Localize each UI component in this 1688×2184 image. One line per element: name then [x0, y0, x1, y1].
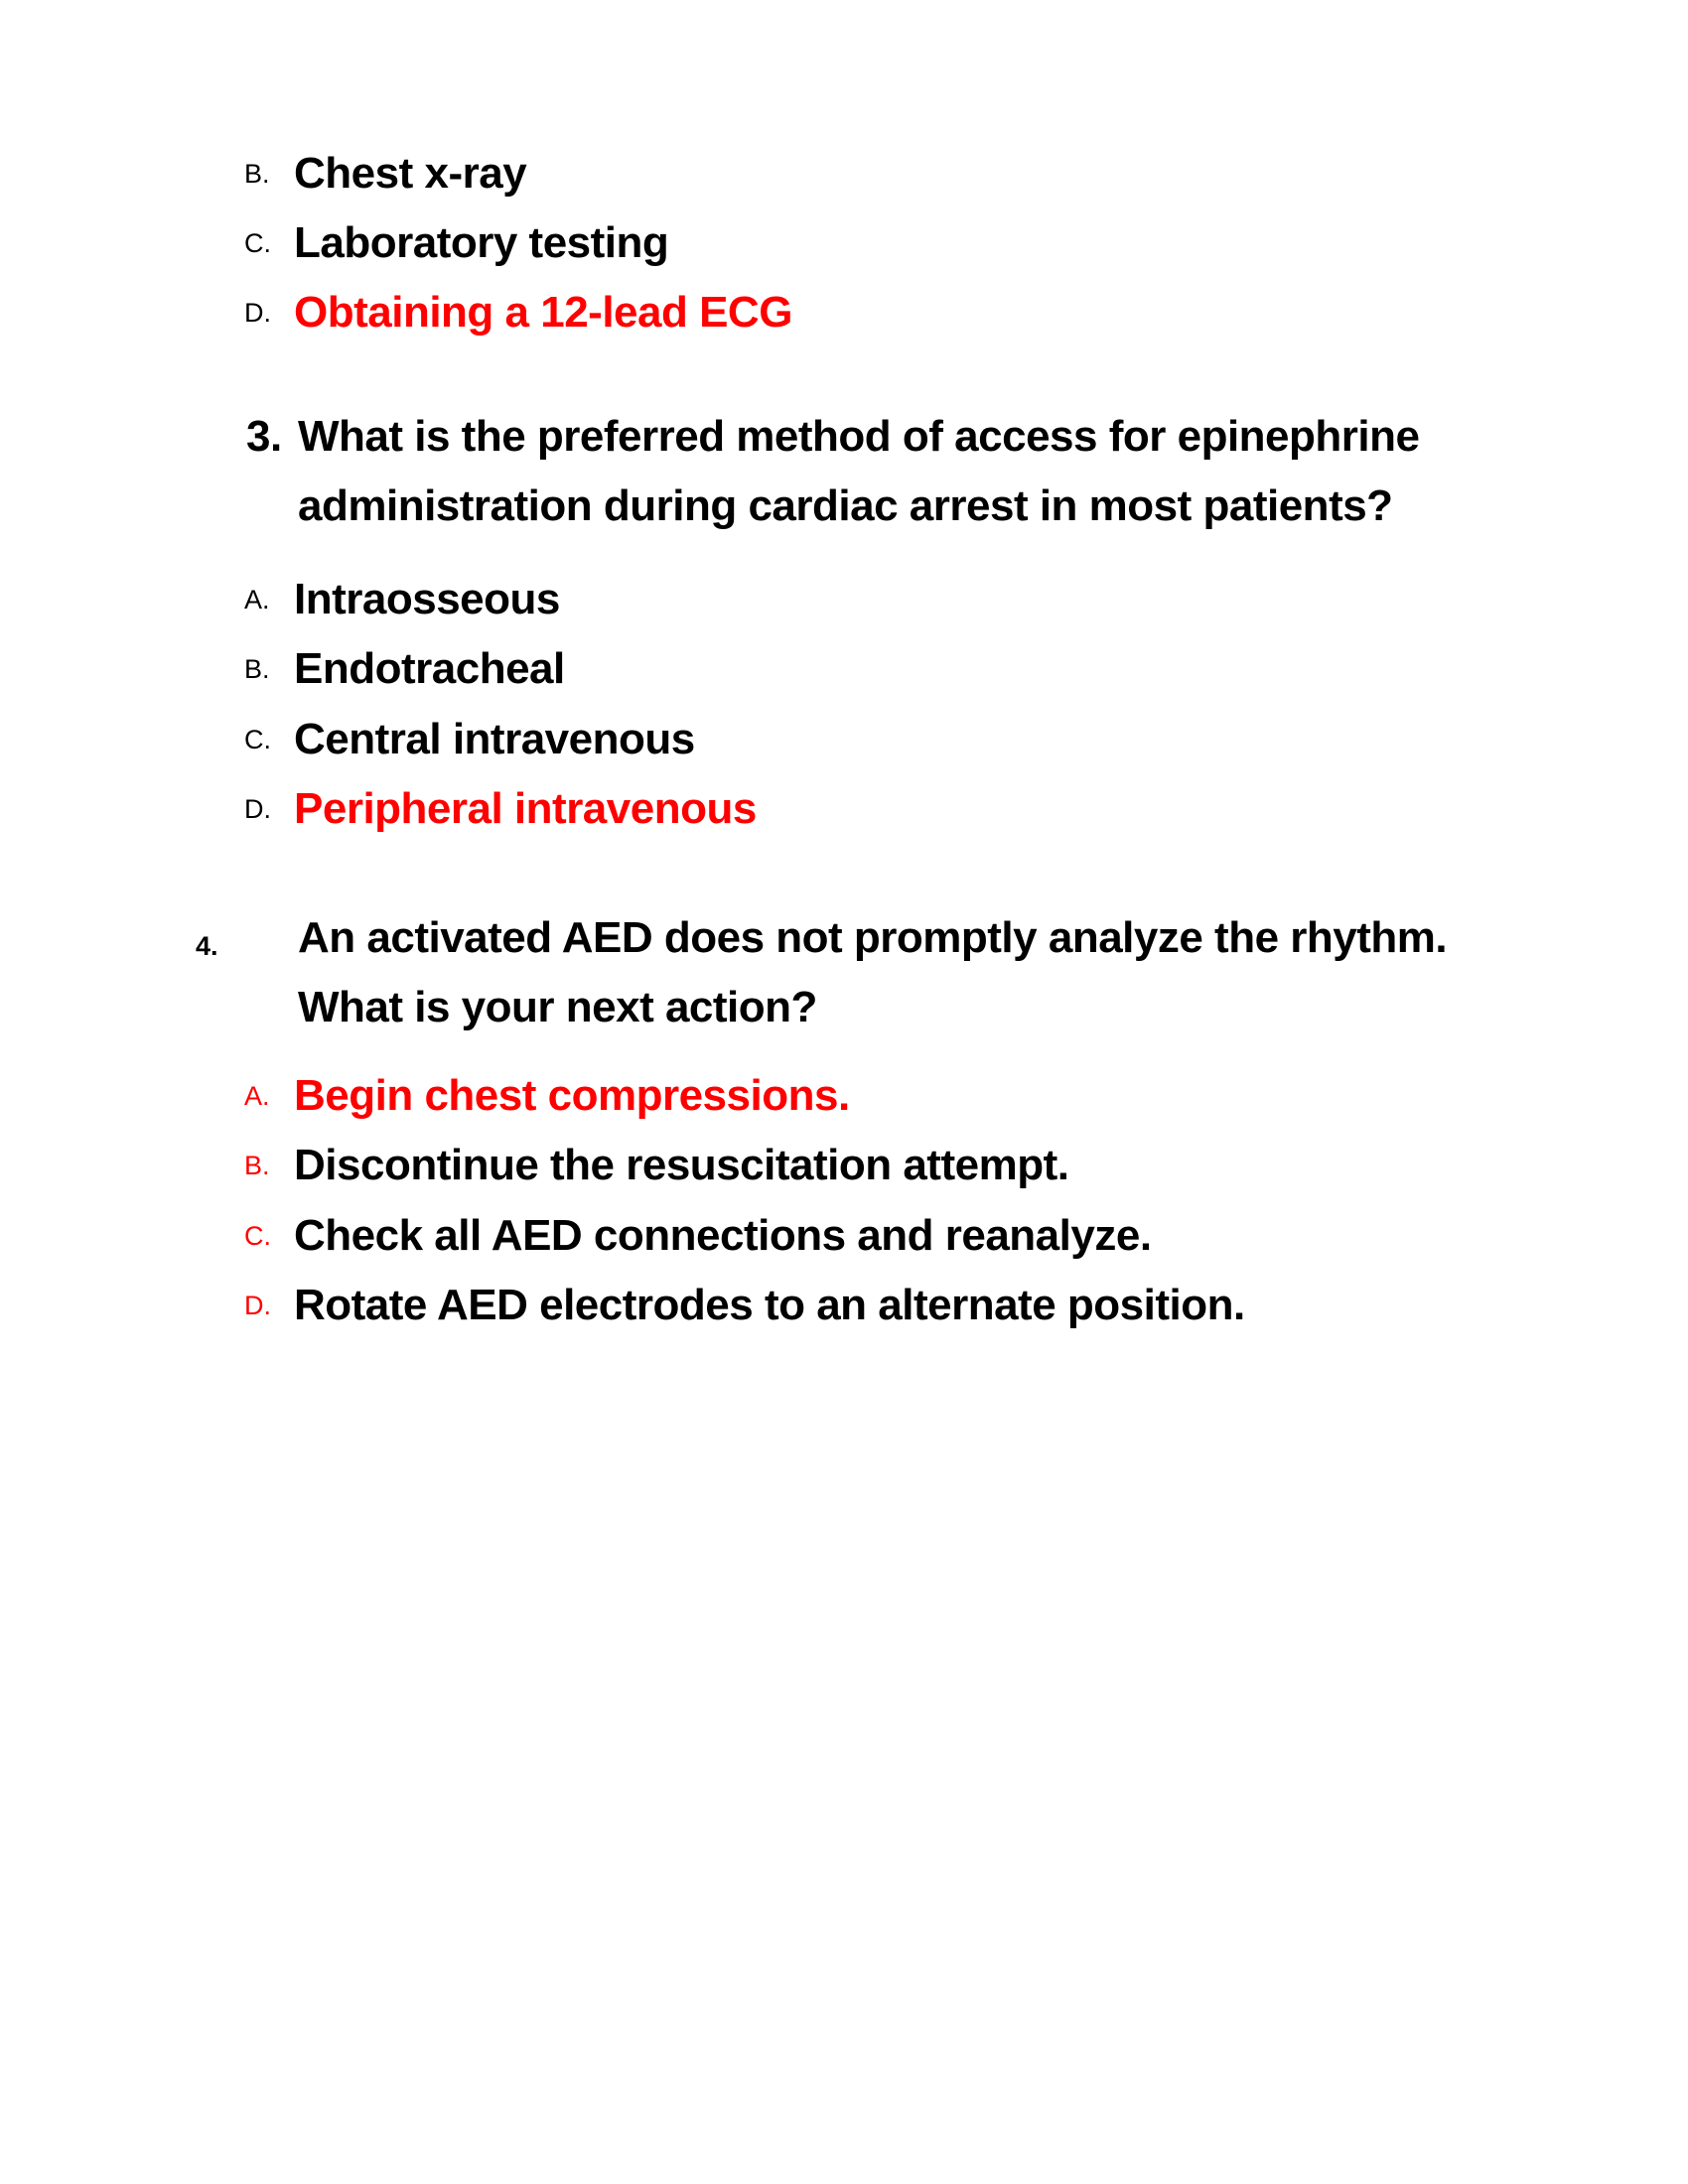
option-text: Check all AED connections and reanalyze.: [294, 1211, 1152, 1260]
option-letter: A.: [244, 584, 270, 614]
option-letter: D.: [244, 297, 271, 328]
q4-option-d: [244, 1276, 1245, 1335]
question-3: [246, 402, 1497, 541]
option-letter: D.: [244, 793, 271, 824]
q3-option-b: [244, 639, 565, 699]
q3-option-a: [244, 570, 560, 629]
q2-option-d: [244, 283, 792, 342]
question-4: [298, 903, 1539, 1042]
q2-option-b: [244, 144, 526, 204]
option-letter: C.: [244, 724, 271, 754]
option-text: Central intravenous: [294, 715, 695, 763]
option-letter: B.: [244, 1150, 270, 1180]
option-text-correct: Peripheral intravenous: [294, 784, 757, 833]
question-text-line1: An activated AED does not promptly analyze the rhythm.: [298, 913, 1448, 962]
q4-option-a: [244, 1066, 850, 1126]
option-text: Laboratory testing: [294, 218, 669, 267]
option-text-correct: Obtaining a 12-lead ECG: [294, 288, 792, 337]
option-text: Endotracheal: [294, 644, 565, 693]
option-text: Intraosseous: [294, 575, 560, 623]
question-text-line2: administration during cardiac arrest in most patients?: [298, 481, 1393, 530]
question-number: 3.: [246, 412, 282, 461]
option-letter: B.: [244, 158, 270, 189]
option-letter: B.: [244, 653, 270, 684]
option-text: Discontinue the resuscitation attempt.: [294, 1141, 1069, 1189]
question-text-line2: What is your next action?: [298, 983, 817, 1031]
q4-option-c: [244, 1206, 1152, 1266]
option-letter: D.: [244, 1290, 271, 1320]
q2-option-c: [244, 213, 668, 273]
option-text: Rotate AED electrodes to an alternate position.: [294, 1281, 1245, 1329]
option-letter: A.: [244, 1080, 270, 1111]
option-text: Chest x-ray: [294, 149, 527, 198]
option-text-correct: Begin chest compressions.: [294, 1071, 850, 1120]
question-number: 4.: [196, 931, 218, 961]
q3-option-c: [244, 710, 695, 769]
option-letter: C.: [244, 1220, 271, 1251]
question-text-line1: What is the preferred method of access for epinephrine: [298, 412, 1420, 461]
q4-option-b: [244, 1136, 1068, 1195]
q3-option-d: [244, 779, 757, 839]
option-letter: C.: [244, 227, 271, 258]
